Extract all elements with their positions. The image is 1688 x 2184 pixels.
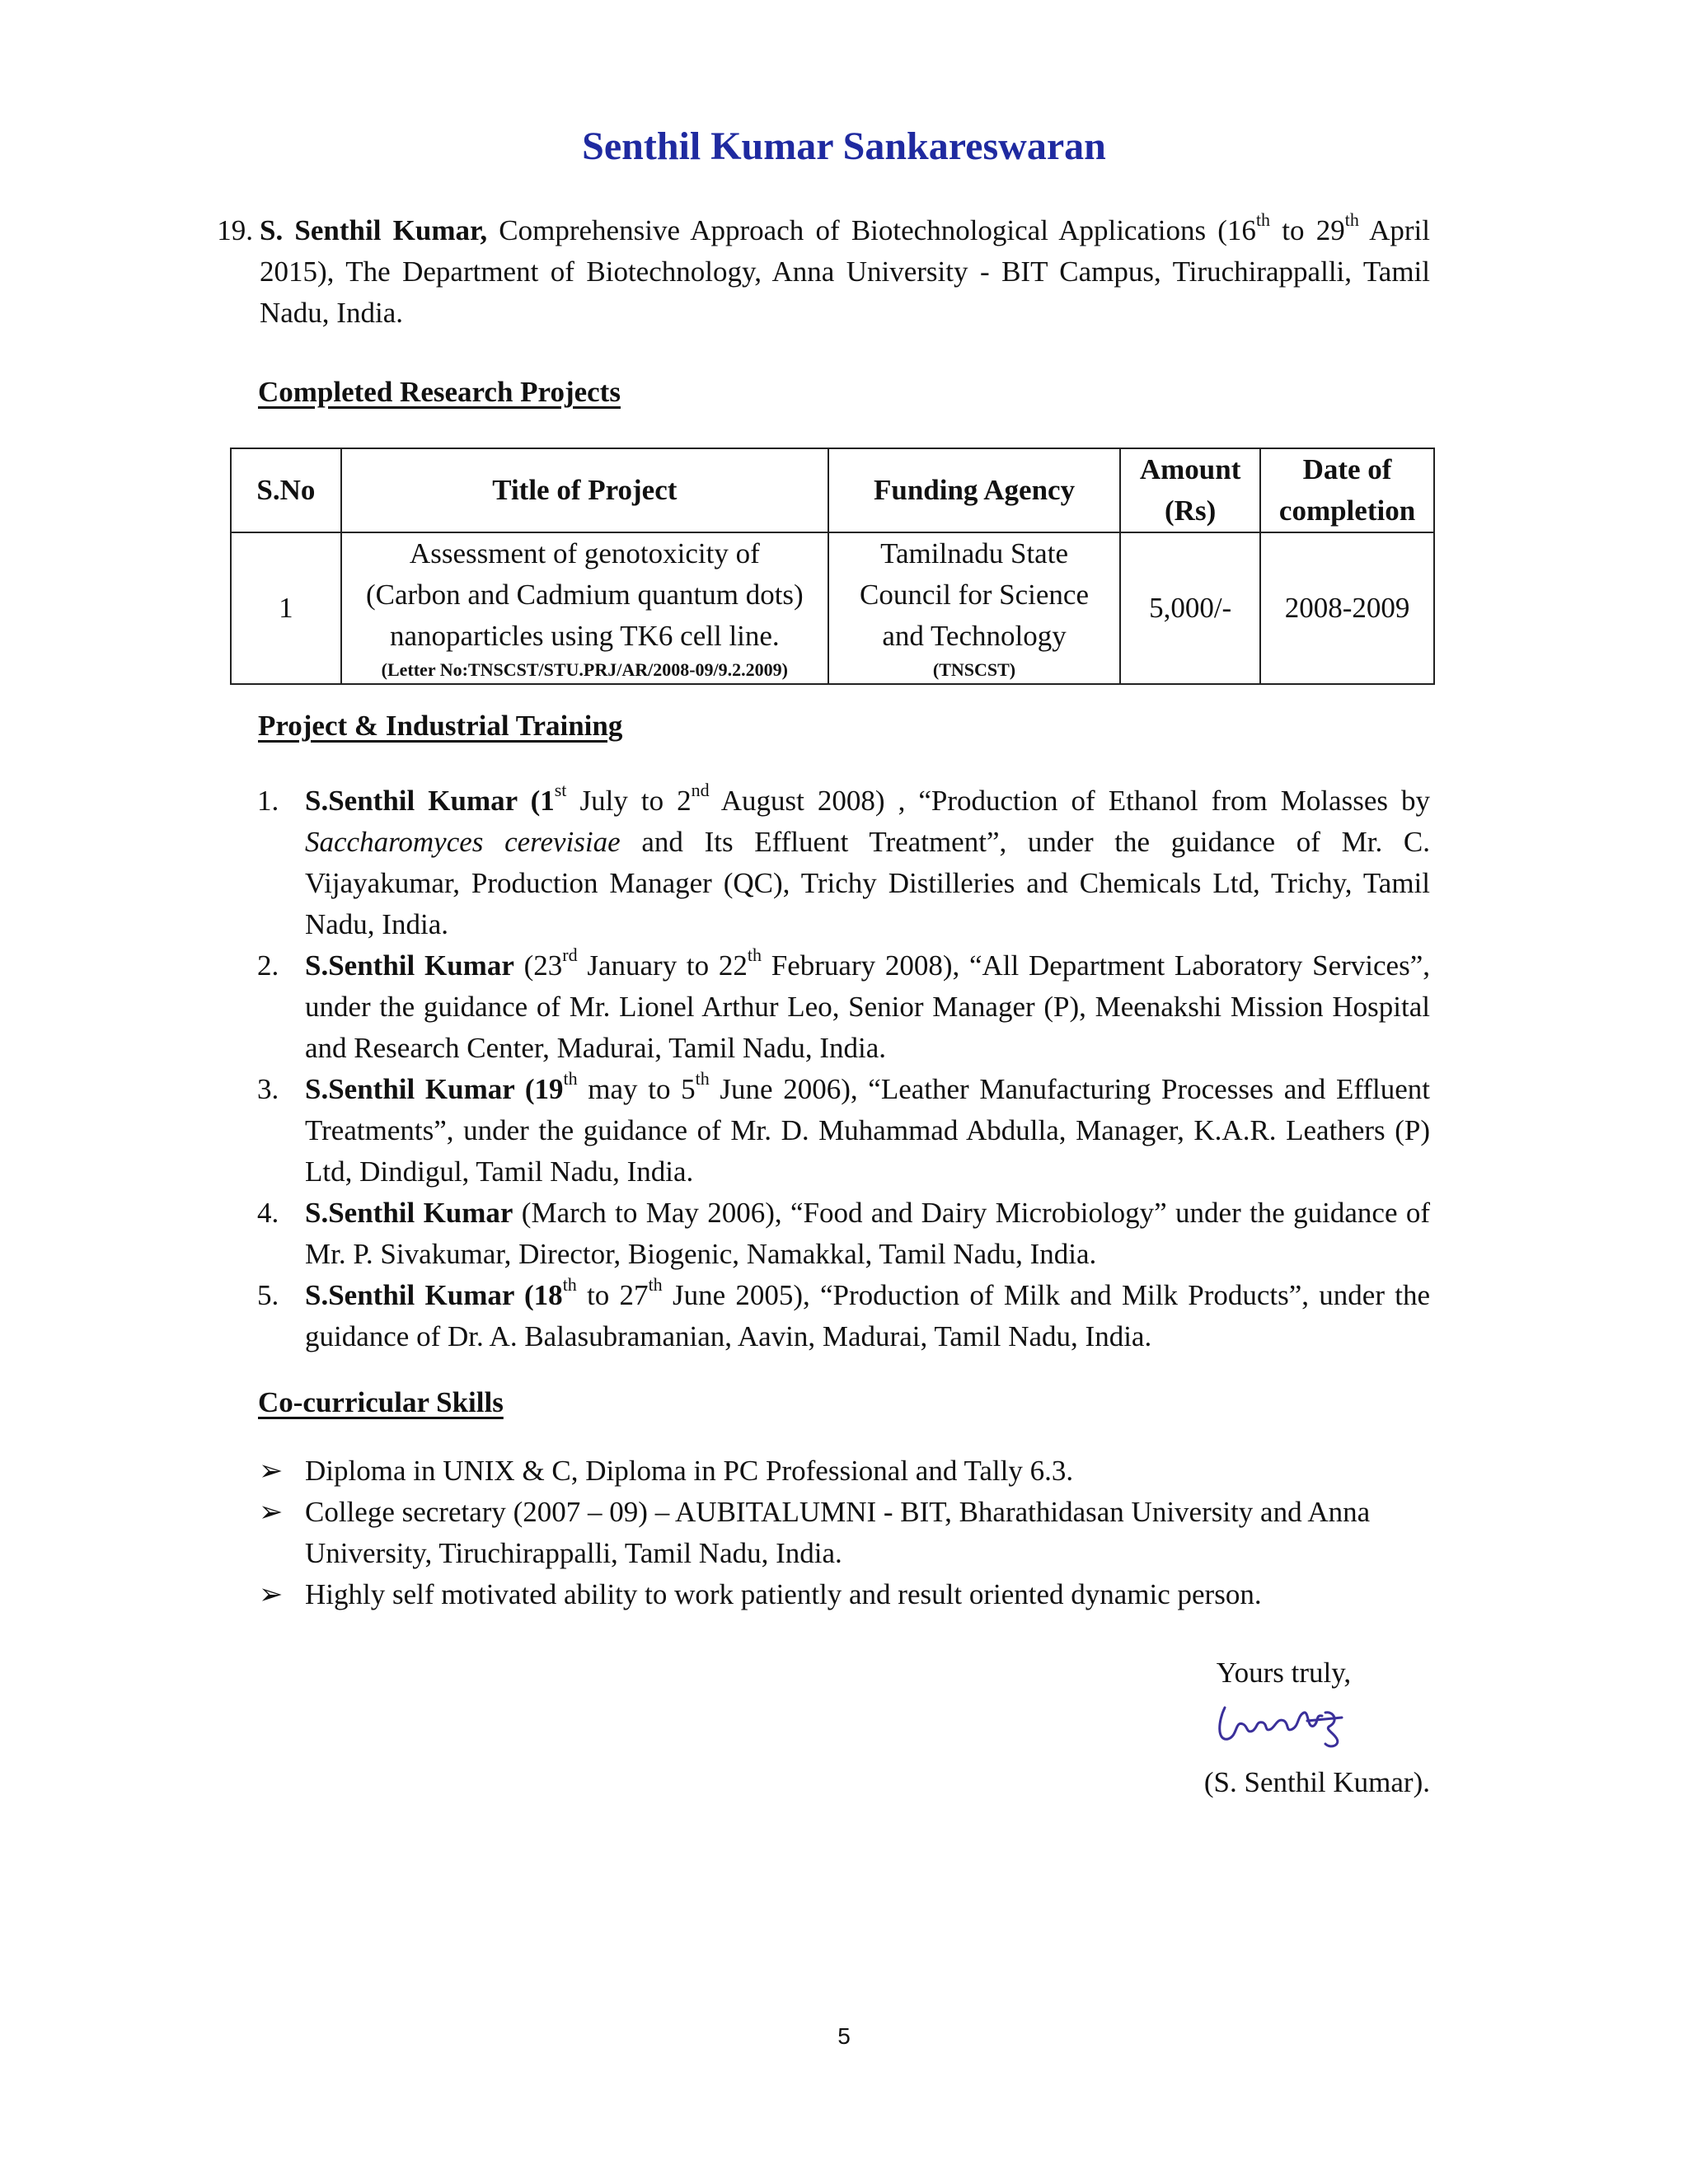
cell-agency: Tamilnadu State Council for Science and Technology (TNSCST) [828,532,1120,684]
table-row [231,532,1434,684]
skills-list [259,1451,1430,1615]
col-date: Date of completion [1260,448,1434,532]
arrow-bullet-icon: ➢ [259,1496,284,1528]
list-item: 3. S.Senthil Kumar (19th may to 5th June 2006), “Leather Manufacturing Processes and Effluent Treatments”, under the guidance of Mr. D. Muhammad Abdulla, Manager, K.A.R. Leathers (P) Ltd, Dindigul, Tamil Nadu, India. [257,1068,1431,1188]
list-item: 1. S.Senthil Kumar (1st July to 2nd August 2008) , “Production of Ethanol from Molasses by Saccharomyces cerevisiae and Its Effluent Treatment”, under the guidance of Mr. C. Vijayakumar, Production Manager (QC), Trichy Distilleries and Chemicals Ltd, Trichy, Tamil Nadu, India. [257,780,1431,940]
cell-amount: 5,000/- [1120,532,1260,684]
table-header-row [231,448,1434,532]
list-item: ➢ Highly self motivated ability to work patiently and result oriented dynamic person. [305,1574,1430,1615]
cell-date: 2008-2009 [1260,532,1434,684]
cell-title: Assessment of genotoxicity of (Carbon and Cadmium quantum dots) nanoparticles using TK6 cell line. (Letter No:TNSCST/STU.PRJ/AR/2008-09/9.2.2009) [341,532,828,684]
col-agency: Funding Agency [828,448,1120,532]
list-item: ➢ College secretary (2007 – 09) – AUBITALUMNI - BIT, Bharathidasan University and Anna University, Tiruchirappalli, Tamil Nadu, India. [305,1492,1430,1574]
list-item: 5. S.Senthil Kumar (18th to 27th June 2005), “Production of Milk and Milk Products”, under the guidance of Dr. A. Balasubramanian, Aavin, Madurai, Tamil Nadu, India. [257,1274,1431,1352]
list-item: 4. S.Senthil Kumar (March to May 2006), “Food and Dairy Microbiology” under the guidance of Mr. P. Sivakumar, Director, Biogenic, Namakkal, Tamil Nadu, India. [257,1197,1430,1270]
signatory-name: (S. Senthil Kumar). [1203,1766,1430,1798]
item-author: S. Senthil Kumar, [260,214,488,246]
research-heading: Completed Research Projects [258,376,621,408]
list-item: 2. S.Senthil Kumar (23rd January to 22th February 2008), “All Department Laboratory Services”, under the guidance of Mr. Lionel Arthur Leo, Senior Manager (P), Meenakshi Mission Hospital and Research Center, Madurai, Tamil Nadu, India. [257,944,1430,1064]
page-title: Senthil Kumar Sankareswaran [582,124,1106,168]
list-item: ➢ Diploma in UNIX & C, Diploma in PC Professional and Tally 6.3. [305,1451,1430,1492]
training-heading: Project & Industrial Training [258,710,623,742]
salutation: Yours truly, [1216,1657,1352,1689]
arrow-bullet-icon: ➢ [259,1455,284,1487]
page-number: 5 [837,2023,851,2049]
col-sno: S.No [231,448,341,532]
research-projects-table [230,448,1435,685]
arrow-bullet-icon: ➢ [259,1578,284,1610]
item-number: 19. [217,214,253,246]
col-title: Title of Project [341,448,828,532]
publication-item-19: 19. S. Senthil Kumar, Comprehensive Approach of Biotechnological Applications (16th to 29th April 2015), The Department of Biotechnology, Anna University - BIT Campus, Tiruchirappalli, Tamil Nadu, India. [260,210,1430,334]
letter-note: (Letter No:TNSCST/STU.PRJ/AR/2008-09/9.2.2009) [381,659,788,680]
col-amount: Amount (Rs) [1120,448,1260,532]
signature-icon [1210,1696,1358,1754]
closing-block [1154,1657,1414,1754]
skills-heading: Co-curricular Skills [258,1386,504,1418]
cell-sno: 1 [231,532,341,684]
agency-abbrev: (TNSCST) [932,659,1016,680]
training-list [257,780,1431,1357]
